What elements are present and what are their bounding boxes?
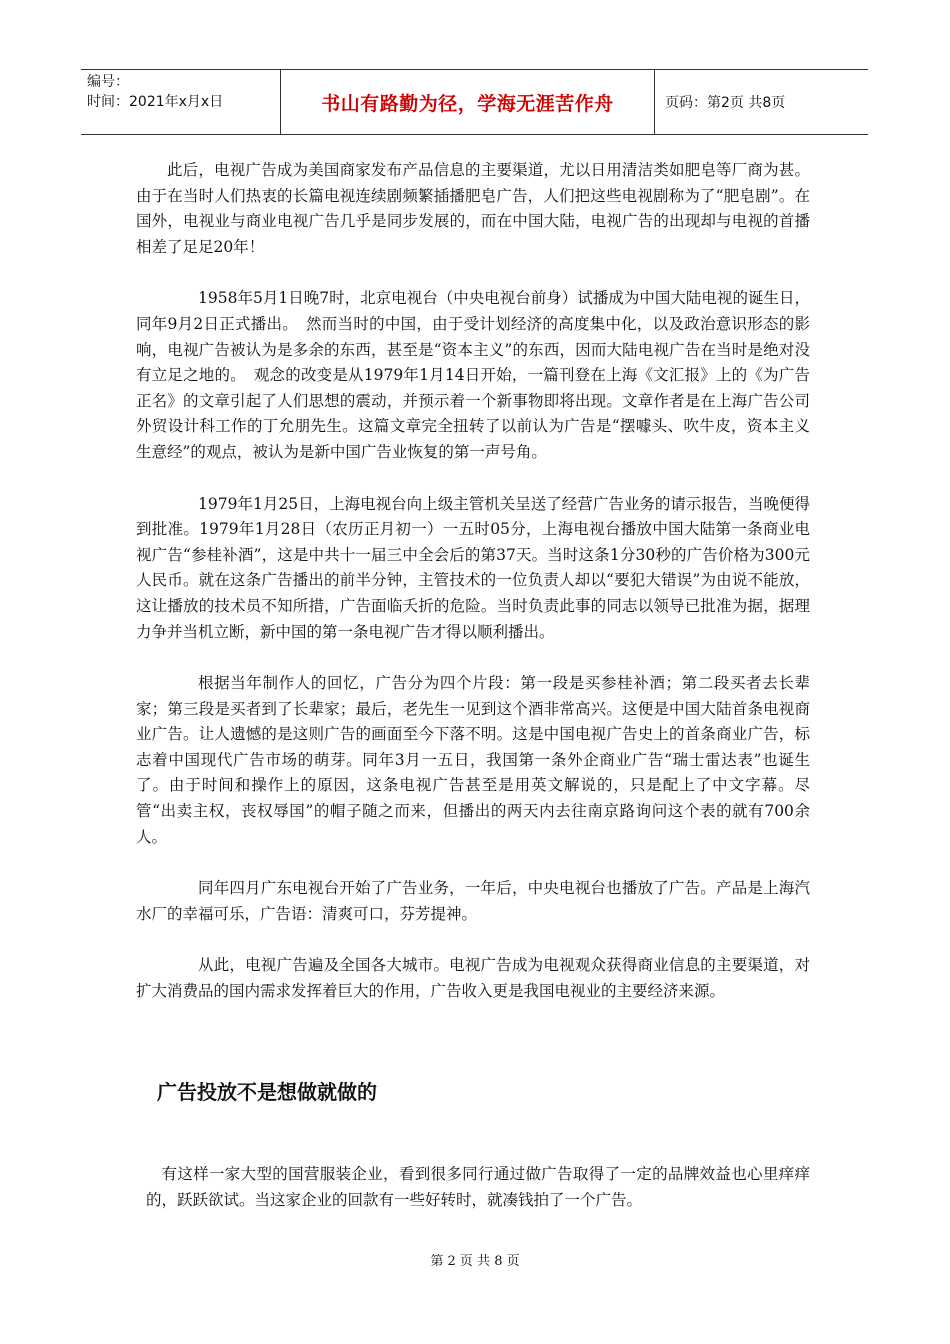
body-content bbox=[136, 158, 810, 1031]
paragraph-5: 同年四月广东电视台开始了广告业务，一年后，中央电视台也播放了广告。产品是上海汽水厂的幸福可乐，广告语：清爽可口，芬芳提神。 bbox=[136, 879, 810, 923]
section-content bbox=[146, 1162, 810, 1239]
document-date-label: 时间：2021年x月x日 bbox=[87, 94, 224, 110]
section-paragraph: 有这样一家大型的国营服装企业，看到很多同行通过做广告取得了一定的品牌效益也心里痒痒的，跃跃欲试。当这家企业的回款有一些好转时，就凑钱拍了一个广告。 bbox=[146, 1165, 810, 1209]
paragraph-3: 1979年1月25日，上海电视台向上级主管机关呈送了经营广告业务的请示报告，当晚便得到批准。1979年1月28日（农历正月初一）一五时05分，上海电视台播放中国大陆第一条商业电视广告“参桂补酒”，这是中共十一届三中全会后的第37天。当时这条1分30秒的广告价格为300元人民币。就在这条广告播出的前半分钟，主管技术的一位负责人却以“要犯大错误”为由说不能放，这让播放的技术员不知所措，广告面临夭折的危险。当时负责此事的同志以领导已批准为据，据理力争并当机立断，新中国的第一条电视广告才得以顺利播出。 bbox=[136, 494, 810, 641]
page-header bbox=[81, 69, 868, 135]
paragraph-1: 此后，电视广告成为美国商家发布产品信息的主要渠道，尤以日用清洁类如肥皂等厂商为甚。由于在当时人们热衷的长篇电视连续剧频繁插播肥皂广告，人们把这些电视剧称为了“肥皂剧”。在国外，电视业与商业电视广告几乎是同步发展的，而在中国大陆，电视广告的出现却与电视的首播相差了足足20年！ bbox=[136, 161, 810, 256]
header-meta bbox=[81, 70, 281, 134]
document-number-label: 编号： bbox=[87, 74, 129, 90]
page-footer: 第 2 页 共 8 页 bbox=[430, 1254, 520, 1269]
paragraph-6: 从此，电视广告遍及全国各大城市。电视广告成为电视观众获得商业信息的主要渠道，对扩大消费品的国内需求发挥着巨大的作用，广告收入更是我国电视业的主要经济来源。 bbox=[136, 956, 810, 1001]
section-heading: 广告投放不是想做就做的 bbox=[157, 1080, 377, 1104]
header-page-info: 页码：第2页 共8页 bbox=[665, 95, 786, 111]
paragraph-2: 1958年5月1日晚7时，北京电视台（中央电视台前身）试播成为中国大陆电视的诞生日，同年9月2日正式播出。 然而当时的中国，由于受计划经济的高度集中化，以及政治意识形态的影响，电视广告被认为是多余的东西，甚至是“资本主义”的东西，因而大陆电视广告在当时是绝对没有立足之地的。 观念的改变是从1979年1月14日开始，一篇刊登在上海《文汇报》上的《为广告正名》的文章引起了人们思想的震动，并预示着一个新事物即将出现。文章作者是在上海广告公司外贸设计科工作的丁允朋先生。这篇文章完全扭转了以前认为广告是“摆噱头、吹牛皮，资本主义生意经”的观点，被认为是新中国广告业恢复的第一声号角。 bbox=[136, 289, 810, 461]
header-motto: 书山有路勤为径，学海无涯苦作舟 bbox=[281, 70, 655, 134]
paragraph-4: 根据当年制作人的回忆，广告分为四个片段：第一段是买参桂补酒；第二段买者去长辈家；第三段是买者到了长辈家；最后，老先生一见到这个酒非常高兴。这便是中国大陆首条电视商业广告。让人遗憾的是这则广告的画面至今下落不明。这是中国电视广告史上的首条商业广告，标志着中国现代广告市场的萌芽。同年3月一五日，我国第一条外企商业广告“瑞士雷达表”也诞生了。由于时间和操作上的原因，这条电视广告甚至是用英文解说的，只是配上了中文字幕。尽管“出卖主权，丧权辱国”的帽子随之而来，但播出的两天内去往南京路询问这个表的就有700余人。 bbox=[136, 674, 810, 846]
